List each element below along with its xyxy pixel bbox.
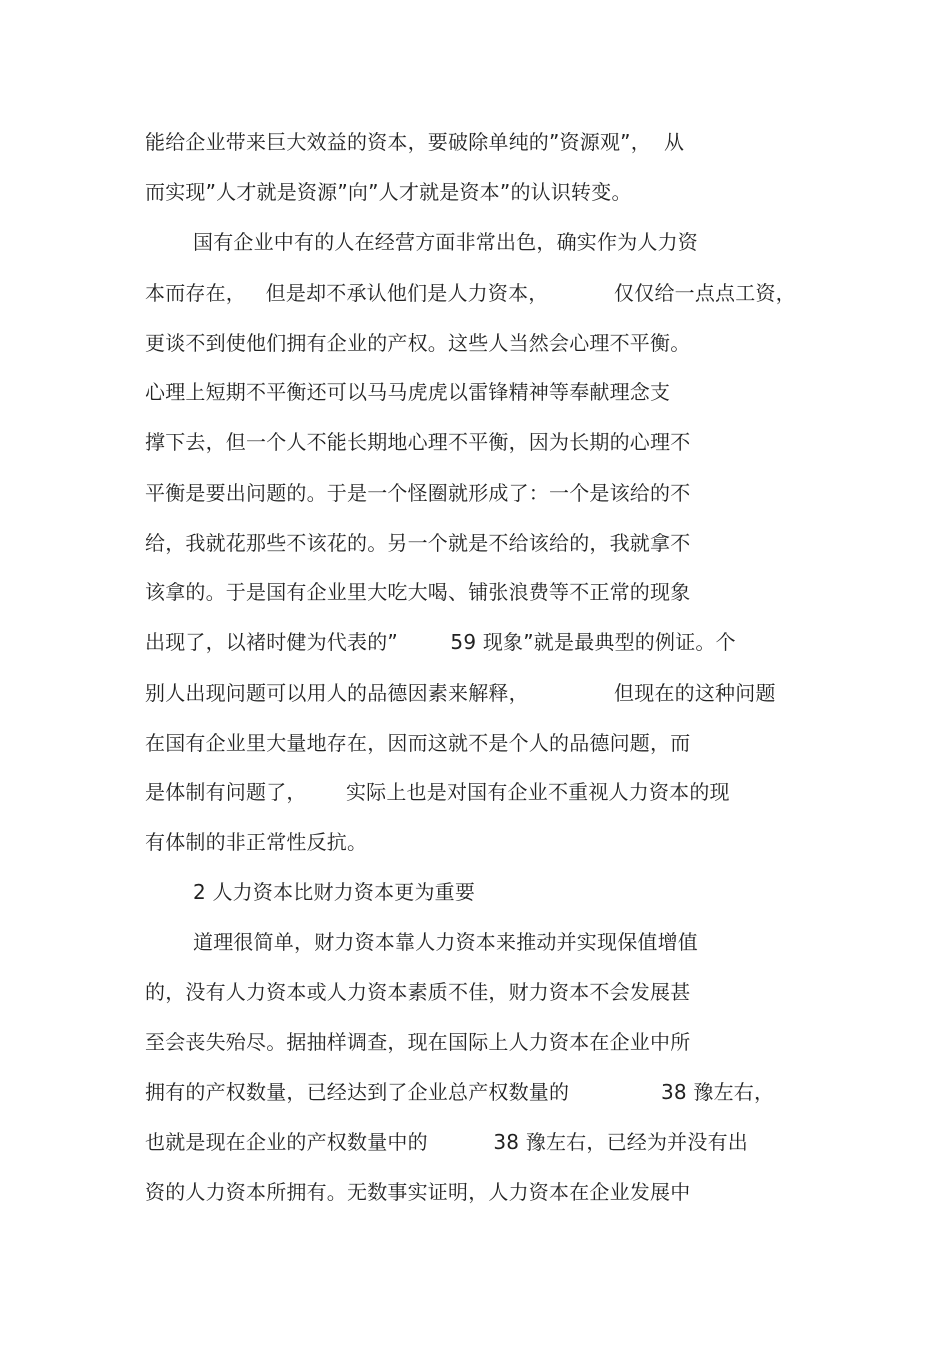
section-heading: 2 人力资本比财力资本更为重要 (193, 880, 476, 904)
text-line: 国有企业中有的人在经营方面非常出色，确实作为人力资 (193, 230, 698, 254)
text-line: 撑下去，但一个人不能长期地心理不平衡，因为长期的心理不 (145, 430, 691, 454)
text-line: 出现了，以褚时健为代表的” 59 现象”就是最典型的例证。个 (145, 630, 736, 654)
text-line: 至会丧失殆尽。据抽样调查，现在国际上人力资本在企业中所 (145, 1030, 691, 1054)
text-line: 也就是现在企业的产权数量中的 38 豫左右，已经为并没有出 (145, 1130, 748, 1154)
text-line: 更谈不到使他们拥有企业的产权。这些人当然会心理不平衡。 (145, 331, 691, 355)
text-line: 有体制的非正常性反抗。 (145, 830, 368, 854)
text-line: 资的人力资本所拥有。无数事实证明，人力资本在企业发展中 (145, 1180, 691, 1204)
text-line: 本而存在， 但是却不承认他们是人力资本， 仅仅给一点点工资， (145, 281, 796, 305)
text-line: 是体制有问题了， 实际上也是对国有企业不重视人力资本的现 (145, 780, 730, 804)
text-line: 别人出现问题可以用人的品德因素来解释， 但现在的这种问题 (145, 681, 776, 705)
text-line: 给，我就花那些不该花的。另一个就是不给该给的，我就拿不 (145, 531, 691, 555)
text-line: 道理很简单，财力资本靠人力资本来推动并实现保值增值 (193, 930, 698, 954)
text-line: 拥有的产权数量，已经达到了企业总产权数量的 38 豫左右， (145, 1080, 775, 1104)
text-line: 能给企业带来巨大效益的资本，要破除单纯的”资源观”， 从 (145, 130, 685, 154)
text-line: 的，没有人力资本或人力资本素质不佳，财力资本不会发展甚 (145, 980, 691, 1004)
text-line: 心理上短期不平衡还可以马马虎虎以雷锋精神等奉献理念支 (145, 380, 671, 404)
text-line: 该拿的。于是国有企业里大吃大喝、铺张浪费等不正常的现象 (145, 580, 691, 604)
text-line: 在国有企业里大量地存在，因而这就不是个人的品德问题，而 (145, 731, 691, 755)
text-line: 而实现”人才就是资源”向”人才就是资本”的认识转变。 (145, 180, 632, 204)
text-line: 平衡是要出问题的。于是一个怪圈就形成了：一个是该给的不 (145, 481, 691, 505)
